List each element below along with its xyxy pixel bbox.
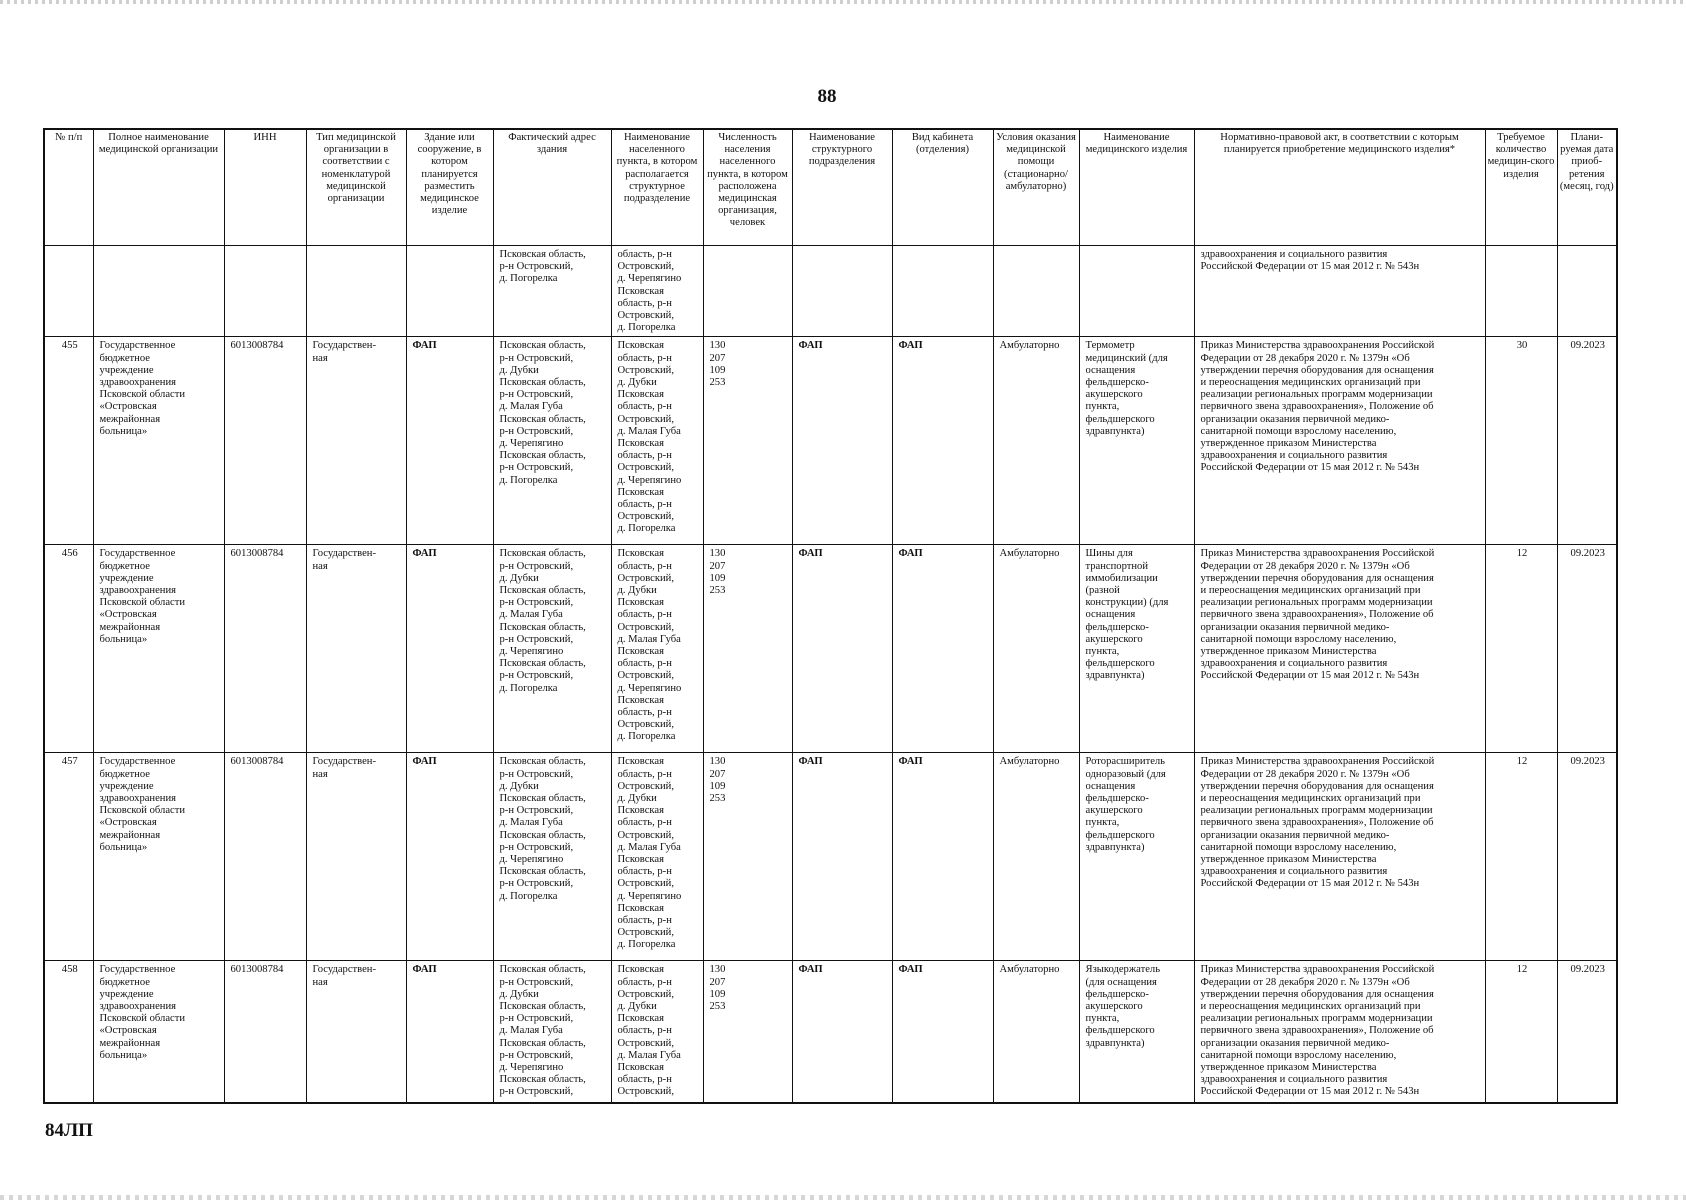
table-row-continuation (44, 246, 1617, 337)
cell-date: 09.2023 (1557, 753, 1617, 961)
col-header-unit: Наименование структурного подразделения (792, 129, 892, 246)
cell-device: Термометр медицинский (для оснащения фельдшерско- акушерского пункта, фельдшерского здравпункта) (1079, 337, 1194, 545)
cell-quantity: 30 (1485, 337, 1557, 545)
col-header-inn: ИНН (224, 129, 306, 246)
cell-building: ФАП (406, 545, 493, 753)
col-header-date: Плани-руемая дата приоб-ретения (месяц, год) (1557, 129, 1617, 246)
cell-settlement: Псковская область, р-н Островский, д. Дубки Псковская область, р-н Островский, д. Малая Губа Псковская область, р-н Островский, д. Черепягино Псковская область, р-н Островский, д. Погорелка (611, 337, 703, 545)
cell-population: 130 207 109 253 (703, 545, 792, 753)
cell-org-name: Государственное бюджетное учреждение здравоохранения Псковской области «Островская межрайонная больница» (93, 545, 224, 753)
cell-address: Псковская область, р-н Островский, д. Дубки Псковская область, р-н Островский, д. Малая Губа Псковская область, р-н Островский, д. Черепягино Псковская область, р-н Островский, д. Погорелка (493, 545, 611, 753)
cell-inn: 6013008784 (224, 545, 306, 753)
document-code: 84ЛП (45, 1120, 93, 1141)
table-row (44, 753, 1617, 961)
cell-unit: ФАП (792, 961, 892, 1103)
col-header-address: Фактический адрес здания (493, 129, 611, 246)
register-table (43, 128, 1618, 1104)
col-header-org-name: Полное наименование медицинской организации (93, 129, 224, 246)
cell-inn: 6013008784 (224, 961, 306, 1103)
col-header-quantity: Требуемое количество медицин-ского изделия (1485, 129, 1557, 246)
cell-population (703, 246, 792, 337)
scan-edge-top (0, 0, 1686, 4)
cell-conditions: Амбулаторно (993, 961, 1079, 1103)
col-header-number: № п/п (44, 129, 93, 246)
cell-population: 130 207 109 253 (703, 961, 792, 1103)
cell-building: ФАП (406, 337, 493, 545)
cell-legal-act: Приказ Министерства здравоохранения Российской Федерации от 28 декабря 2020 г. № 1379н «Об утверждении перечня оборудования для оснащения и переоснащения медицинских организаций при реализации региональных программ модернизации первичного звена здравоохранения», Положение об организации оказания первичной медико- санитарной помощи взрослому населению, утвержденное приказом Министерства здравоохранения и социального развития Российской Федерации от 15 мая 2012 г. № 543н (1194, 337, 1485, 545)
cell-conditions: Амбулаторно (993, 337, 1079, 545)
register-table-wrap (43, 128, 1616, 1104)
cell-org-type: Государствен- ная (306, 961, 406, 1103)
table-row (44, 337, 1617, 545)
cell-building: ФАП (406, 961, 493, 1103)
cell-number: 458 (44, 961, 93, 1103)
cell-cabinet: ФАП (892, 337, 993, 545)
cell-unit: ФАП (792, 753, 892, 961)
cell-org-type: Государствен- ная (306, 753, 406, 961)
cell-settlement: Псковская область, р-н Островский, д. Дубки Псковская область, р-н Островский, д. Малая Губа Псковская область, р-н Островский, д. Черепягино Псковская область, р-н Островский, д. Погорелка (611, 753, 703, 961)
cell-number: 455 (44, 337, 93, 545)
cell-cabinet: ФАП (892, 753, 993, 961)
col-header-population: Численность населения населенного пункта, в котором расположена медицинская организация, человек (703, 129, 792, 246)
scan-edge-bottom (0, 1195, 1686, 1200)
cell-cabinet: ФАП (892, 961, 993, 1103)
cell-date: 09.2023 (1557, 961, 1617, 1103)
cell-building: ФАП (406, 753, 493, 961)
cell-legal-act: здравоохранения и социального развития Российской Федерации от 15 мая 2012 г. № 543н (1194, 246, 1485, 337)
header-row (44, 129, 1617, 246)
cell-number (44, 246, 93, 337)
cell-date: 09.2023 (1557, 337, 1617, 545)
cell-conditions: Амбулаторно (993, 753, 1079, 961)
cell-quantity: 12 (1485, 753, 1557, 961)
col-header-org-type: Тип медицинской организации в соответствии с номенклатурой медицинской организации (306, 129, 406, 246)
col-header-device: Наименование медицинского изделия (1079, 129, 1194, 246)
cell-inn (224, 246, 306, 337)
cell-building (406, 246, 493, 337)
page-number: 88 (817, 86, 837, 107)
cell-device (1079, 246, 1194, 337)
cell-conditions (993, 246, 1079, 337)
cell-settlement: Псковская область, р-н Островский, д. Дубки Псковская область, р-н Островский, д. Малая Губа Псковская область, р-н Островский, (611, 961, 703, 1103)
cell-org-name: Государственное бюджетное учреждение здравоохранения Псковской области «Островская межрайонная больница» (93, 961, 224, 1103)
cell-unit (792, 246, 892, 337)
cell-cabinet: ФАП (892, 545, 993, 753)
cell-date (1557, 246, 1617, 337)
cell-date: 09.2023 (1557, 545, 1617, 753)
cell-quantity: 12 (1485, 545, 1557, 753)
cell-org-type: Государствен- ная (306, 337, 406, 545)
cell-inn: 6013008784 (224, 337, 306, 545)
cell-population: 130 207 109 253 (703, 337, 792, 545)
col-header-legal-act: Нормативно-правовой акт, в соответствии с которым планируется приобретение медицинского изделия* (1194, 129, 1485, 246)
cell-org-type: Государствен- ная (306, 545, 406, 753)
cell-number: 457 (44, 753, 93, 961)
col-header-building: Здание или сооружение, в котором планируется разместить медицинское изделие (406, 129, 493, 246)
cell-unit: ФАП (792, 545, 892, 753)
cell-conditions: Амбулаторно (993, 545, 1079, 753)
cell-quantity (1485, 246, 1557, 337)
cell-legal-act: Приказ Министерства здравоохранения Российской Федерации от 28 декабря 2020 г. № 1379н «Об утверждении перечня оборудования для оснащения и переоснащения медицинских организаций при реализации региональных программ модернизации первичного звена здравоохранения», Положение об организации оказания первичной медико- санитарной помощи взрослому населению, утвержденное приказом Министерства здравоохранения и социального развития Российской Федерации от 15 мая 2012 г. № 543н (1194, 961, 1485, 1103)
cell-org-name: Государственное бюджетное учреждение здравоохранения Псковской области «Островская межрайонная больница» (93, 337, 224, 545)
cell-population: 130 207 109 253 (703, 753, 792, 961)
cell-device: Языкодержатель (для оснащения фельдшерско- акушерского пункта, фельдшерского здравпункта) (1079, 961, 1194, 1103)
col-header-cabinet: Вид кабинета (отделения) (892, 129, 993, 246)
cell-org-name (93, 246, 224, 337)
col-header-conditions: Условия оказания медицинской помощи (стационарно/ амбулаторно) (993, 129, 1079, 246)
cell-org-type (306, 246, 406, 337)
cell-quantity: 12 (1485, 961, 1557, 1103)
table-row (44, 961, 1617, 1103)
cell-address: Псковская область, р-н Островский, д. Дубки Псковская область, р-н Островский, д. Малая Губа Псковская область, р-н Островский, д. Черепягино Псковская область, р-н Островский, д. Погорелка (493, 753, 611, 961)
cell-address: Псковская область, р-н Островский, д. Дубки Псковская область, р-н Островский, д. Малая Губа Псковская область, р-н Островский, д. Черепягино Псковская область, р-н Островский, (493, 961, 611, 1103)
cell-address: Псковская область, р-н Островский, д. Дубки Псковская область, р-н Островский, д. Малая Губа Псковская область, р-н Островский, д. Черепягино Псковская область, р-н Островский, д. Погорелка (493, 337, 611, 545)
cell-address: Псковская область, р-н Островский, д. Погорелка (493, 246, 611, 337)
cell-cabinet (892, 246, 993, 337)
cell-number: 456 (44, 545, 93, 753)
cell-settlement: область, р-н Островский, д. Черепягино Псковская область, р-н Островский, д. Погорелка (611, 246, 703, 337)
cell-unit: ФАП (792, 337, 892, 545)
cell-legal-act: Приказ Министерства здравоохранения Российской Федерации от 28 декабря 2020 г. № 1379н «Об утверждении перечня оборудования для оснащения и переоснащения медицинских организаций при реализации региональных программ модернизации первичного звена здравоохранения», Положение об организации оказания первичной медико- санитарной помощи взрослому населению, утвержденное приказом Министерства здравоохранения и социального развития Российской Федерации от 15 мая 2012 г. № 543н (1194, 753, 1485, 961)
cell-device: Роторасширитель одноразовый (для оснащения фельдшерско- акушерского пункта, фельдшерского здравпункта) (1079, 753, 1194, 961)
col-header-settlement: Наименование населенного пункта, в котором располагается структурное подразделение (611, 129, 703, 246)
cell-device: Шины для транспортной иммобилизации (разной конструкции) (для оснащения фельдшерско- акушерского пункта, фельдшерского здравпункта) (1079, 545, 1194, 753)
cell-org-name: Государственное бюджетное учреждение здравоохранения Псковской области «Островская межрайонная больница» (93, 753, 224, 961)
cell-settlement: Псковская область, р-н Островский, д. Дубки Псковская область, р-н Островский, д. Малая Губа Псковская область, р-н Островский, д. Черепягино Псковская область, р-н Островский, д. Погорелка (611, 545, 703, 753)
table-row (44, 545, 1617, 753)
cell-inn: 6013008784 (224, 753, 306, 961)
cell-legal-act: Приказ Министерства здравоохранения Российской Федерации от 28 декабря 2020 г. № 1379н «Об утверждении перечня оборудования для оснащения и переоснащения медицинских организаций при реализации региональных программ модернизации первичного звена здравоохранения», Положение об организации оказания первичной медико- санитарной помощи взрослому населению, утвержденное приказом Министерства здравоохранения и социального развития Российской Федерации от 15 мая 2012 г. № 543н (1194, 545, 1485, 753)
